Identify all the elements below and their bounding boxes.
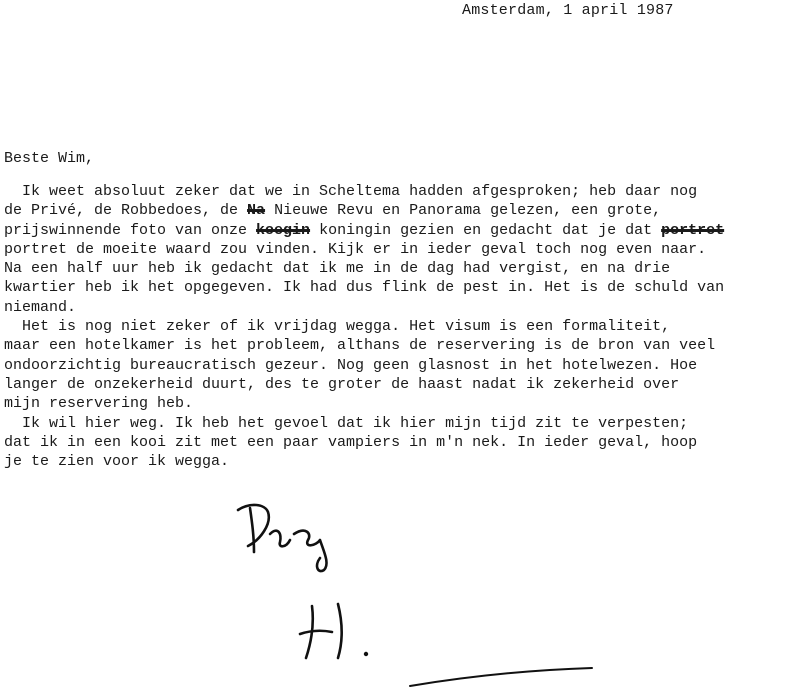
letter-line <box>4 259 796 278</box>
letter-line <box>4 221 796 240</box>
signature-drawing <box>220 490 620 690</box>
line-text: mijn reservering heb. <box>4 395 194 413</box>
letter-line <box>4 278 796 297</box>
handwritten-signature <box>220 490 620 690</box>
letter-line <box>4 452 796 471</box>
letter-line <box>4 201 796 220</box>
letter-line <box>4 356 796 375</box>
line-text: Ik wil hier weg. Ik heb het gevoel dat ik hier mijn tijd zit te verpesten; <box>4 414 689 432</box>
salutation: Beste Wim, <box>4 150 95 167</box>
letter-line <box>4 336 796 355</box>
struck-word: portret <box>661 221 725 239</box>
line-text: je te zien voor ik wegga. <box>4 453 230 471</box>
letter-line <box>4 298 796 317</box>
line-text: maar een hotelkamer is het probleem, althans de reservering is de bron van veel <box>4 337 716 355</box>
line-text: Het is nog niet zeker of ik vrijdag wegga. Het visum is een formaliteit, <box>4 318 671 336</box>
line-text: langer de onzekerheid duurt, des te groter de haast nadat ik zekerheid over <box>4 375 680 393</box>
letter-line <box>4 414 796 433</box>
struck-word: Na <box>247 202 266 220</box>
letter-body <box>4 182 796 471</box>
line-text: de Privé, de Robbedoes, de <box>4 202 248 220</box>
line-text: ondoorzichtig bureaucratisch gezeur. Nog geen glasnost in het hotelwezen. Hoe <box>4 356 698 374</box>
letter-line <box>4 394 796 413</box>
dateline: Amsterdam, 1 april 1987 <box>462 2 674 19</box>
line-text: koningin gezien en gedacht dat je dat <box>310 221 662 239</box>
letter-line <box>4 317 796 336</box>
line-text: dat ik in een kooi zit met een paar vampiers in m'n nek. In ieder geval, hoop <box>4 433 698 451</box>
line-text: Ik weet absoluut zeker dat we in Scheltema hadden afgesproken; heb daar nog <box>4 183 698 200</box>
line-text: kwartier heb ik het opgegeven. Ik had dus flink de pest in. Het is de schuld van <box>4 279 725 297</box>
struck-word: koegin <box>256 221 311 239</box>
line-text: Na een half uur heb ik gedacht dat ik me in de dag had vergist, en na drie <box>4 260 671 278</box>
letter-line <box>4 240 796 259</box>
line-text: prijswinnende foto van onze <box>4 221 257 239</box>
line-text: Nieuwe Revu en Panorama gelezen, een grote, <box>265 202 662 220</box>
letter-line <box>4 433 796 452</box>
line-text: portret de moeite waard zou vinden. Kijk er in ieder geval toch nog even naar. <box>4 240 707 258</box>
letter-line <box>4 375 796 394</box>
line-text: niemand. <box>4 298 77 316</box>
letter-line <box>4 182 796 201</box>
